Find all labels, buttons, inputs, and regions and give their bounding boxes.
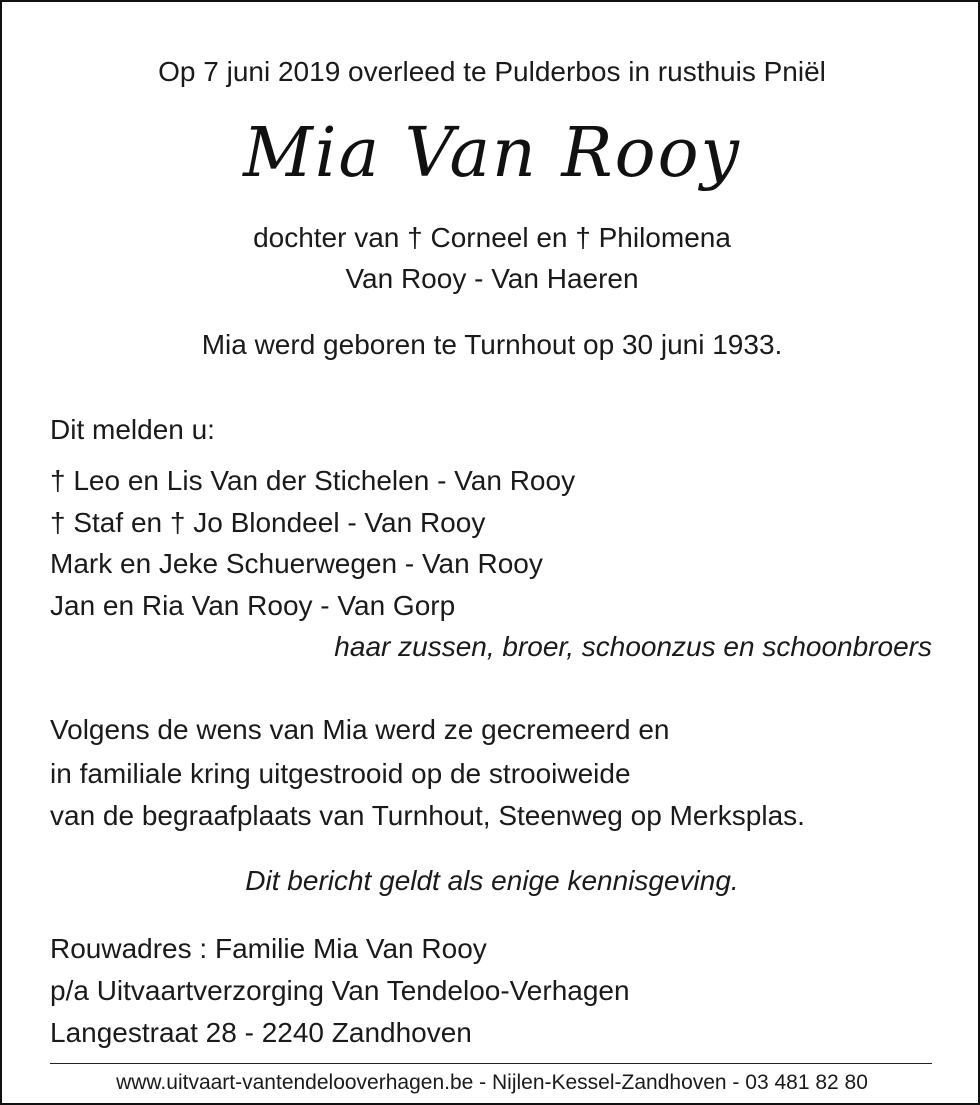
address-line-2: p/a Uitvaartverzorging Van Tendeloo-Verhagen — [50, 975, 630, 1006]
notice: Dit bericht geldt als enige kennisgeving. — [245, 865, 739, 896]
footer-contact: www.uitvaart-vantendelooverhagen.be - Nijlen-Kessel-Zandhoven - 03 481 82 80 — [116, 1071, 868, 1094]
announce-intro: Dit melden u: — [50, 414, 215, 445]
family-member: † Staf en † Jo Blondeel - Van Rooy — [50, 507, 486, 538]
wish-line-1: Volgens de wens van Mia werd ze gecremeerd en — [50, 714, 670, 745]
wish-line-3: van de begraafplaats van Turnhout, Steenweg op Merksplas. — [50, 800, 805, 831]
wish-line-2: in familiale kring uitgestrooid op de strooiweide — [50, 758, 631, 789]
family-member: † Leo en Lis Van der Stichelen - Van Rooy — [50, 465, 576, 496]
family-member: Jan en Ria Van Rooy - Van Gorp — [50, 590, 456, 621]
family-relation: haar zussen, broer, schoonzus en schoonbroers — [334, 631, 932, 662]
death-announcement: Op 7 juni 2019 overleed te Pulderbos in rusthuis Pniël — [158, 56, 826, 87]
deceased-name: Mia Van Rooy — [243, 114, 741, 193]
parents-line-1: dochter van † Corneel en † Philomena — [253, 222, 731, 253]
address-line-1: Rouwadres : Familie Mia Van Rooy — [50, 933, 487, 964]
footer-divider — [50, 1063, 932, 1064]
birth-statement: Mia werd geboren te Turnhout op 30 juni 1933. — [201, 329, 783, 360]
parents-line-2: Van Rooy - Van Haeren — [345, 263, 639, 294]
family-member: Mark en Jeke Schuerwegen - Van Rooy — [50, 548, 543, 579]
address-line-3: Langestraat 28 - 2240 Zandhoven — [50, 1017, 472, 1048]
